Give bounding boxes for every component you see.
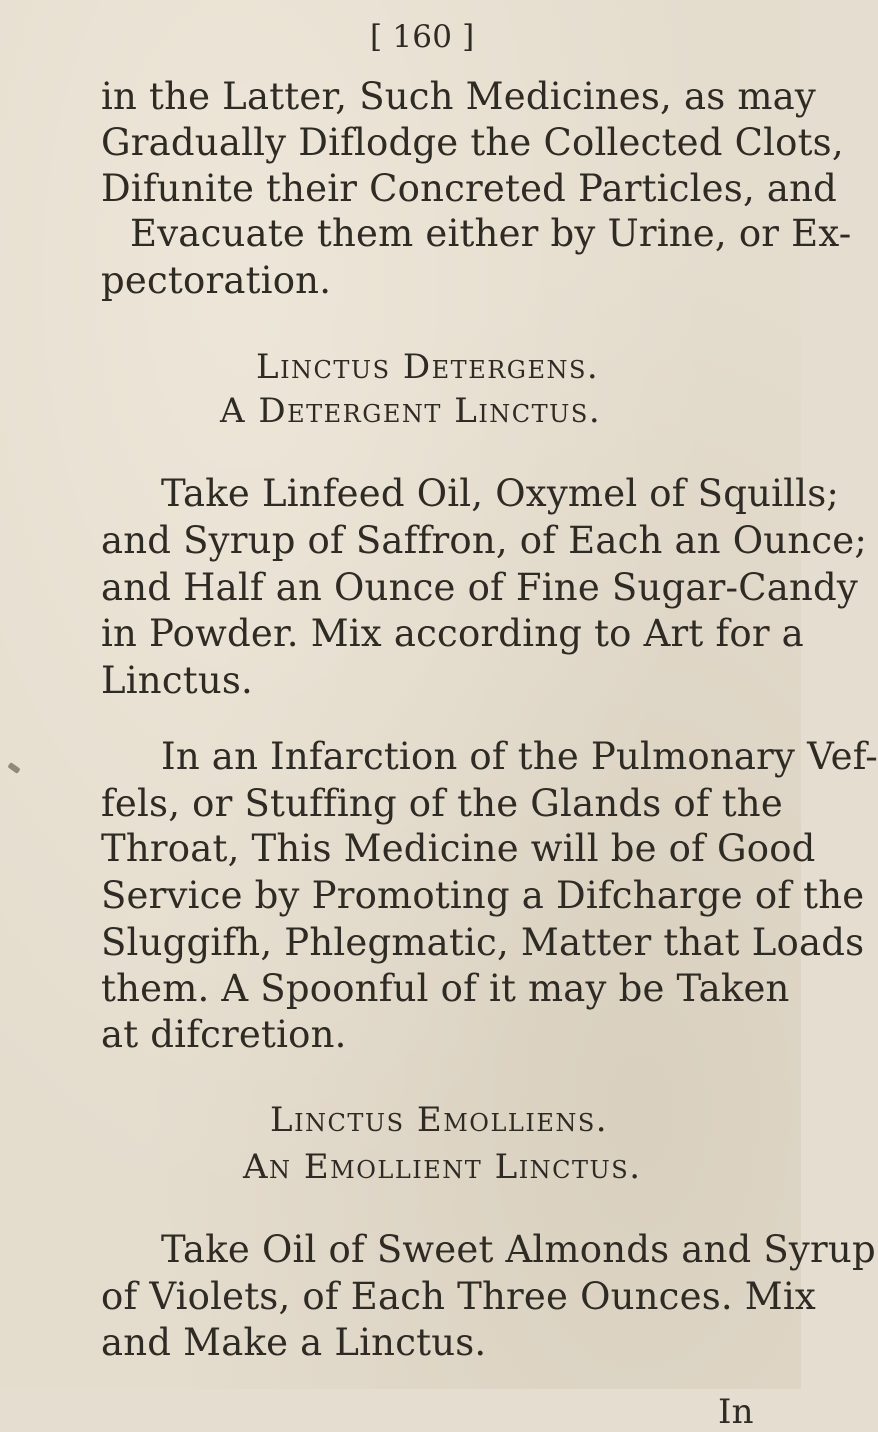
note-line: Service by Promoting a Difcharge of the [101, 874, 865, 917]
section-subtitle: An Emollient Linctus. [243, 1147, 642, 1187]
catchword: In [718, 1392, 754, 1432]
section-subtitle: A Detergent Linctus. [220, 391, 602, 431]
note-line: them. A Spoonful of it may be Taken [101, 967, 790, 1010]
recipe-line: Take Linfeed Oil, Oxymel of Squills; [161, 472, 840, 515]
ink-mark [7, 762, 20, 774]
text-line: Evacuate them either by Urine, or Ex- [130, 212, 852, 255]
note-line: at difcretion. [101, 1013, 347, 1056]
note-line: Throat, This Medicine will be of Good [101, 827, 816, 870]
recipe-line: and Syrup of Saffron, of Each an Ounce; [101, 519, 868, 562]
text-line: pectoration. [101, 259, 332, 302]
note-line: fels, or Stuffing of the Glands of the [101, 782, 783, 825]
recipe-line: and Make a Linctus. [101, 1321, 487, 1364]
section-title: Linctus Emolliens. [270, 1100, 609, 1140]
recipe-line: and Half an Ounce of Fine Sugar-Candy [101, 566, 858, 609]
recipe-line: in Powder. Mix according to Art for a [101, 612, 804, 655]
text-line: in the Latter, Such Medicines, as may [101, 75, 817, 118]
recipe-line: of Violets, of Each Three Ounces. Mix [101, 1275, 816, 1318]
text-line: Difunite their Concreted Particles, and [101, 167, 838, 210]
recipe-line: Take Oil of Sweet Almonds and Syrup [161, 1228, 876, 1271]
section-title: Linctus Detergens. [256, 347, 600, 387]
note-line: In an Infarction of the Pulmonary Vef- [161, 735, 878, 778]
recipe-line: Linctus. [101, 659, 254, 702]
text-line: Gradually Diflodge the Collected Clots, [101, 121, 844, 164]
note-line: Sluggifh, Phlegmatic, Matter that Loads [101, 921, 865, 964]
page-number: [ 160 ] [370, 19, 475, 55]
